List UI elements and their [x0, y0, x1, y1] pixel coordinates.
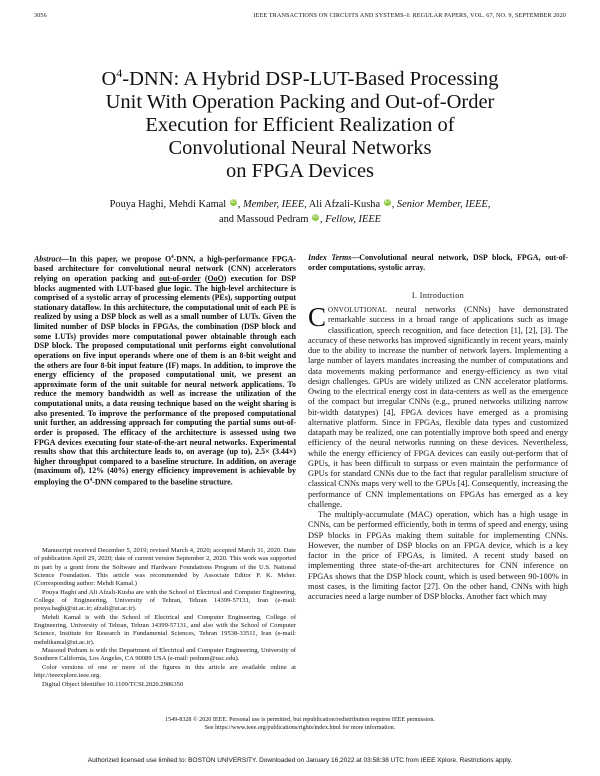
license-footer: Authorized licensed use limited to: BOSTON UNIVERSITY. Downloaded on January 16,2022 at 03:58:38 UTC from IEEE Xplore. Restrictions apply.	[87, 757, 513, 764]
running-header: IEEE TRANSACTIONS ON CIRCUITS AND SYSTEMS–I: REGULAR PAPERS, VOL. 67, NO. 9, SEPTEMBER 2020	[253, 12, 566, 19]
footnotes	[34, 547, 296, 689]
footnote: Color versions of one or more of the figures in this article are available online at http://ieeexplore.ieee.org.	[34, 663, 296, 680]
footnote: Pouya Haghi and Ali Afzali-Kusha are with the School of Electrical and Computer Engineering, College of Engineering, University of Tehran, Tehran 14399-57131, Iran (e-mail: pouya.haghi@ut.ac.ir; afzali@ut.ac.ir).	[34, 588, 296, 613]
introduction-body	[308, 302, 568, 602]
index-terms: Index Terms—Convolutional neural network, DSP block, FPGA, out-of-order computations, systolic array.	[308, 253, 568, 272]
author-list: Pouya Haghi, Mehdi Kamal iD , Member, IEEE, Ali Afzali-Kusha iD , Senior Member, IEEE, and Massoud Pedram iD , Fellow, IEEE	[109, 199, 491, 225]
footnote: Manuscript received December 5, 2019; revised March 4, 2020; accepted March 31, 2020. Date of publication April 29, 2020; date of current version September 2, 2020. This work was supported in part by a grant from the Software and Hardware Foundations Program of the U.S. National Science Foundation. This article was recommended by Associate Editor P. K. Meher. (Corresponding author: Mehdi Kamal.)	[34, 547, 296, 588]
author-role: Fellow, IEEE	[325, 214, 382, 225]
author-role: Member, IEEE	[243, 199, 305, 210]
footnote: Digital Object Identifier 10.1109/TCSI.2020.2986350	[42, 680, 184, 688]
orcid-icon[interactable]: iD	[230, 199, 236, 205]
paper-title: $O^4$-DNN: A Hybrid DSP-LUT-Based Processing Unit With Operation Packing and Out-of-Order Execution for Efficient Realization of Convolutional Neural Networks on FPGA Devices	[101, 66, 499, 182]
drop-cap: C	[308, 302, 327, 332]
footnote: Mehdi Kamal is with the School of Electrical and Computer Engineering, College of Engineering, University of Tehran, Tehran 14399-57131, and also with the School of Computer Science, Institute for Research in Fundamental Sciences, Tehran 19538-33511, Iran (e-mail: mehdikamal@ut.ac.ir).	[34, 613, 296, 646]
orcid-icon[interactable]: iD	[312, 214, 319, 220]
paragraph: The multiply-accumulate (MAC) operation, which has a high usage in CNNs, can be performed efficiently, both in terms of speed and energy, using DSP blocks in FPGAs making them suitable for implementing CNNs. However, the number of DSP blocks on an FPGA device, which is a key factor in the price of FPGAs, is limited. A recent study based on implementing three state-of-the-art architectures for CNN inference on FPGAs shows that the DSP block count, which is used between 90-100% in most cases, is the limiting factor [27]. On the other hand, CNNs with high accuracies need a large number of DSP blocks. Another fact which may	[308, 510, 568, 601]
footnote: Massoud Pedram is with the Department of Electrical and Computer Engineering, University of Southern California, Los Angeles, CA 90089 USA (e-mail: pedram@usc.edu).	[34, 647, 296, 663]
abstract: Abstract—In this paper, we propose $O^4$-DNN, a high-performance FPGA-based architecture for convolutional neural network (CNN) accelerators relying on operation packing and out-of-order (OoO) execution for DSP blocks augmented with LUT-based glue logic. The high-level architecture is comprised of a systolic array of processing elements (PEs), supporting output stationary dataflow. In this architecture, the computational unit of each PE is realized by using a DSP block as well as a small number of LUTs. Given the limited number of DSP blocks in FPGAs, the combination (DSP block and some LUTs) provides more computational power obtainable through each DSP block. The proposed computational unit performs eight convolutional operations on five input operands where one of them is an 8-bit weight and the others are four 8-bit input feature (IF) maps. In addition, to improve the energy efficiency of the proposed computational unit, we present an approximate form of the unit suitable for neural network applications. To reduce the memory bandwidth as well as increase the utilization of the computational units, a data reusing technique based on the weight sharing is also presented. To improve the performance of the proposed computational unit further, an addressing approach for computing the partial sums out-of-order is proposed. The efficacy of the architecture is assessed using two FPGA devices executing four state-of-the-art neural networks. Experimental results show that this architecture leads to, on average (up to), 2.5× (3.44×) higher throughput compared to a baseline structure. In addition, on average (maximum of), 12% (40%) energy efficiency improvement is achievable by employing the $O^4$-DNN compared to the baseline structure.	[34, 254, 296, 487]
section-heading: I. Introduction	[411, 291, 465, 300]
orcid-icon[interactable]: iD	[384, 199, 390, 205]
author-role: Senior Member, IEEE	[396, 199, 488, 210]
page-number: 3056	[34, 12, 47, 19]
paragraph: CONVOLUTIONAL neural networks (CNNs) have demonstrated remarkable success in a broad range of applications such as image classification, speech recognition, and face detection [1], [2], [3]. The accuracy of these networks has improved significantly in recent years, mainly due to the ability to increase the number of network layers. Implementing a large number of layers mandates increasing the number of computations and data movements making performance and energy-efficiency as two vital design challenges. GPUs are widely utilized as CNN accelerator platforms. Owing to the electrical energy cost in data-centers as well as the emergence of the compact but irregular CNNs (e.g., pruned networks utilizing narrow bit-width datatypes) [4], FPGA devices have emerged as a promising alternative platform. Since in FPGAs, flexible data types and customized datapath may be realized, one can potentially improve both speed and energy efficiency of the neural networks running on these devices. Nevertheless, while the energy efficiency of FPGA devices can easily out-perform that of GPUs, it has been difficult to surpass or even maintain the performance of GPUs for standard CNNs due to the fact that regular parallelism structure of classical CNNs maps very well to the GPUs [4]. Consequently, increasing the performance of CNN implementations on FPGAs has emerged as a key challenge.	[308, 302, 568, 509]
copyright-notice: 1549-8328 © 2020 IEEE. Personal use is permitted, but republication/redistribution requires IEEE permission. See https://www.ieee.org/publications/rights/index.html for more information.	[165, 717, 435, 731]
